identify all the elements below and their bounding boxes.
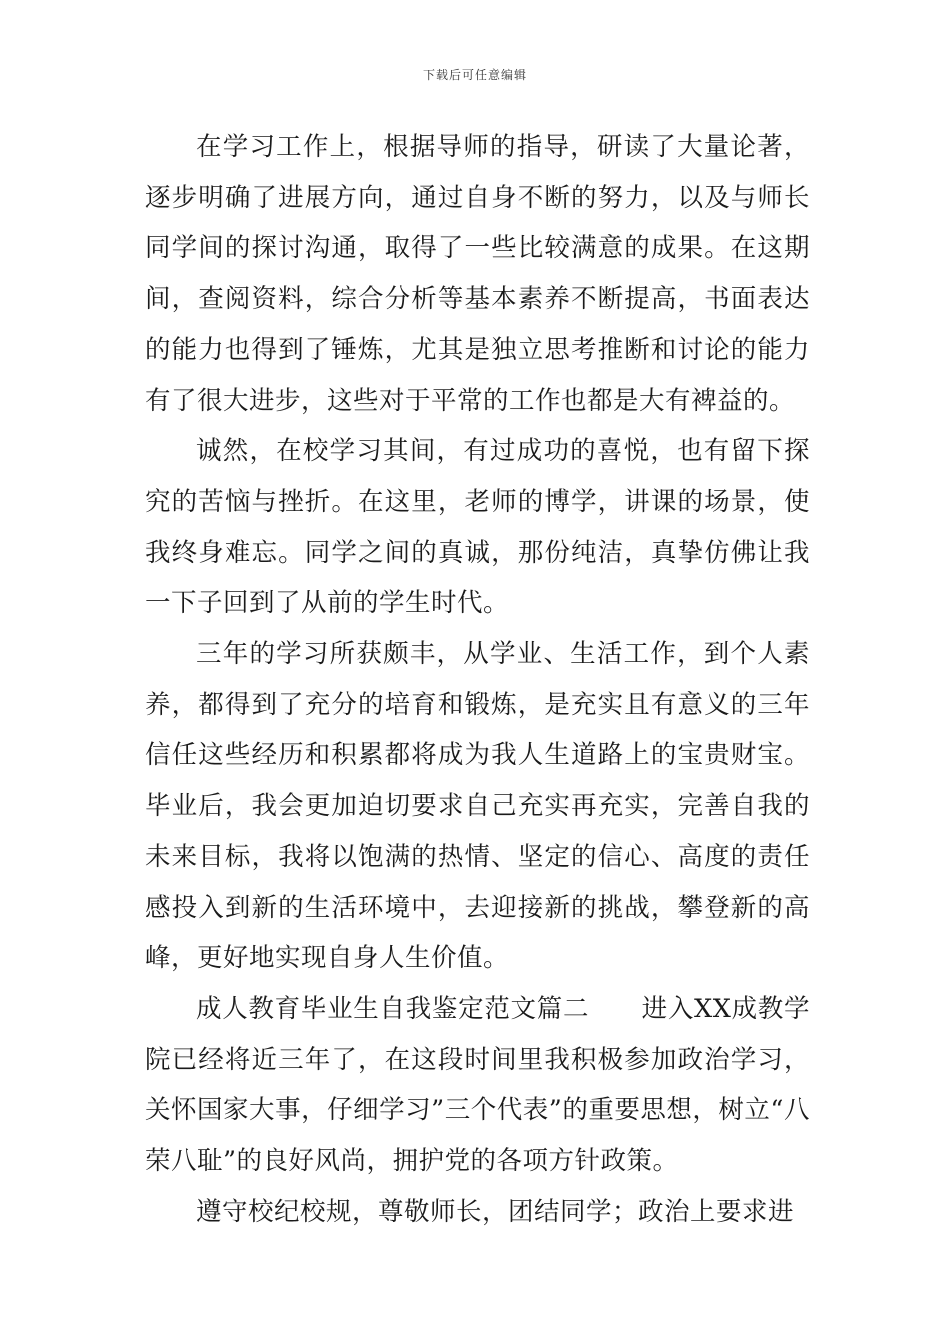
paragraph-discipline: 遵守校纪校规，尊敬师长，团结同学；政治上要求进: [196, 1196, 795, 1227]
paragraph-school-life: 诚然，在校学习其间，有过成功的喜悦，也有留下探究的苦恼与挫折。在这里，老师的博学，讲课的场景，使我终身难忘。同学之间的真诚，那份纯洁，真挚仿佛让我一下子回到了从前的学生时代。: [145, 436, 810, 619]
paragraph-study-work: 在学习工作上，根据导师的指导，研读了大量论著，逐步明确了进展方向，通过自身不断的努力，以及与师长同学间的探讨沟通，取得了一些比较满意的成果。在这期间，查阅资料，综合分析等基本素养不断提高，书面表达的能力也得到了锤炼，尤其是独立思考推断和讨论的能力有了很大进步，这些对于平常的工作也都是大有裨益的。: [145, 132, 810, 416]
document-body: [145, 122, 810, 1237]
paragraph-three-years: 三年的学习所获颇丰，从学业、生活工作，到个人素养，都得到了充分的培育和锻炼，是充实且有意义的三年信任这些经历和积累都将成为我人生道路上的宝贵财宝。毕业后，我会更加迫切要求自己充实再充实，完善自我的未来目标，我将以饱满的热情、坚定的信心、高度的责任感投入到新的生活环境中，去迎接新的挑战，攀登新的高峰，更好地实现自身人生价值。: [145, 639, 810, 974]
paragraph-sample-two: 成人教育毕业生自我鉴定范文篇二 进入XX成教学院已经将近三年了，在这段时间里我积极参加政治学习，关怀国家大事，仔细学习”三个代表”的重要思想，树立“八荣八耻”的良好风尚，拥护党的各项方针政策。: [145, 993, 810, 1177]
page-header: 下载后可任意编辑: [422, 68, 527, 82]
